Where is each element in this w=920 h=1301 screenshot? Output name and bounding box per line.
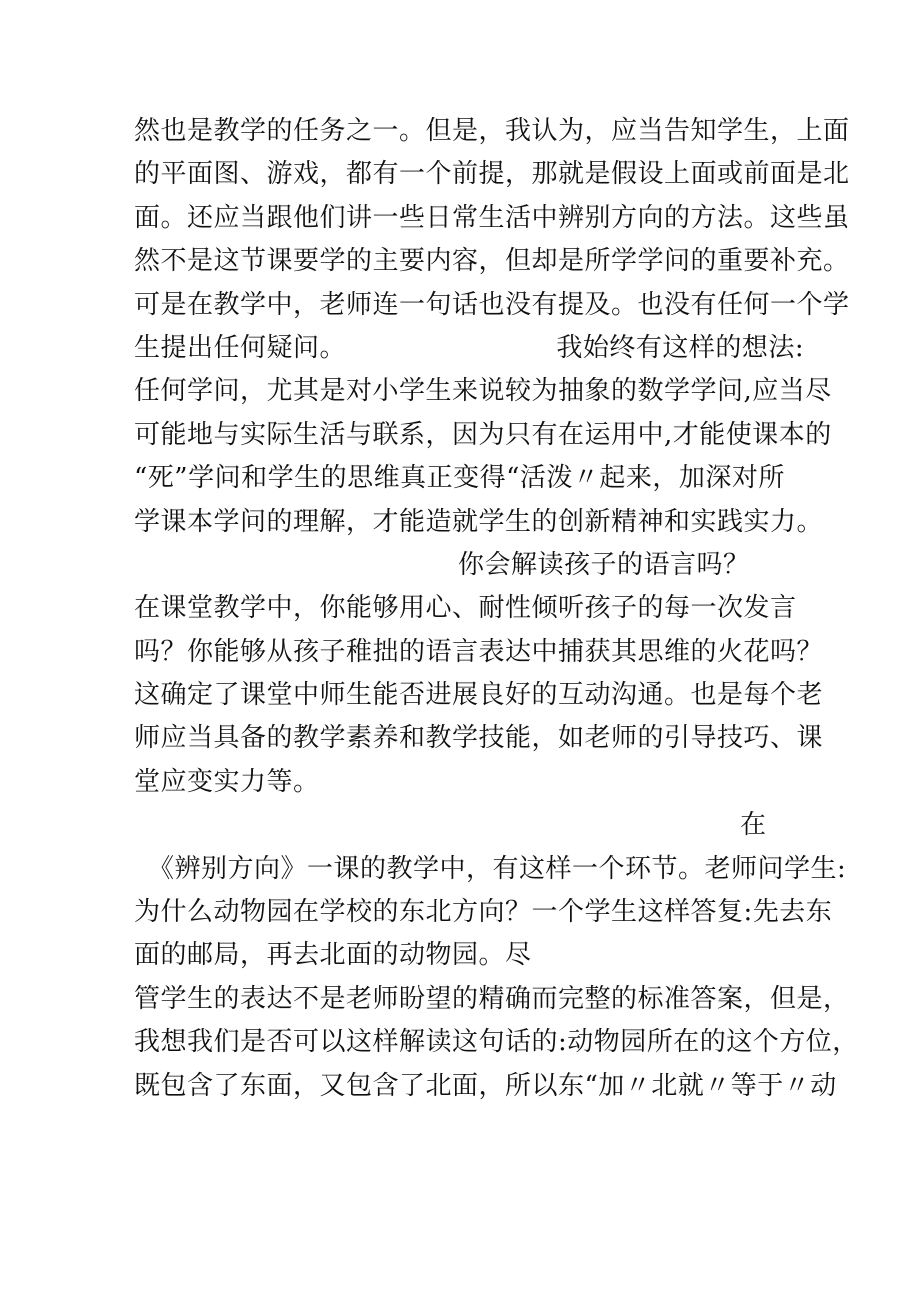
text-line: 为什么动物园在学校的东北方向？一个学生这样答复:先去东 [134,897,833,928]
text-line: 学课本学问的理解，才能造就学生的创新精神和实践实力。 [134,506,824,537]
text-line: 然不是这节课要学的主要内容，但却是所学学问的重要补充。 [134,246,850,277]
text-line: 吗？你能够从孩子稚拙的语言表达中捕获其思维的火花吗？ [134,636,824,667]
body-text [134,110,859,1108]
text-line: 生提出任何疑问。 我始终有这样的想法: [134,332,805,363]
section-heading: 你会解读孩子的语言吗？ [458,549,750,580]
text-line: 可能地与实际生活与联系，因为只有在运用中,才能使课本的 [134,419,832,450]
text-line: 堂应变实力等。 [134,766,320,797]
text-line: 然也是教学的任务之一。但是，我认为，应当告知学生，上面 [134,116,850,146]
text-line: 面的邮局，再去北面的动物园。尽 [134,940,532,971]
text-line: 面。还应当跟他们讲一些日常生活中辨别方向的方法。这些虽 [134,202,850,233]
text-line: 《辨别方向》一课的教学中，有这样一个环节。老师问学生: [148,853,847,884]
text-line: 管学生的表达不是老师盼望的精确而完整的标准答案，但是， [134,983,850,1014]
text-line: 在课堂教学中，你能够用心、耐性倾听孩子的每一次发言 [134,593,797,624]
text-line: 在 [740,810,767,841]
text-line: “死”学问和学生的思维真正变得“活泼〃起来，加深对所 [134,463,785,494]
text-line: 的平面图、游戏，都有一个前提，那就是假设上面或前面是北 [134,159,850,190]
text-line: 这确定了课堂中师生能否进展良好的互动沟通。也是每个老 [134,680,824,711]
text-line: 师应当具备的教学素养和教学技能，如老师的引导技巧、课 [134,723,824,754]
text-line: 可是在教学中，老师连一句话也没有提及。也没有任何一个学 [134,289,850,320]
text-line: 任何学问，尤其是对小学生来说较为抽象的数学学问,应当尽 [134,376,832,407]
text-line: 我想我们是否可以这样解读这句话的:动物园所在的这个方位， [134,1027,859,1058]
text-line: 既包含了东面，又包含了北面，所以东“加〃北就〃等于〃动 [134,1070,837,1101]
